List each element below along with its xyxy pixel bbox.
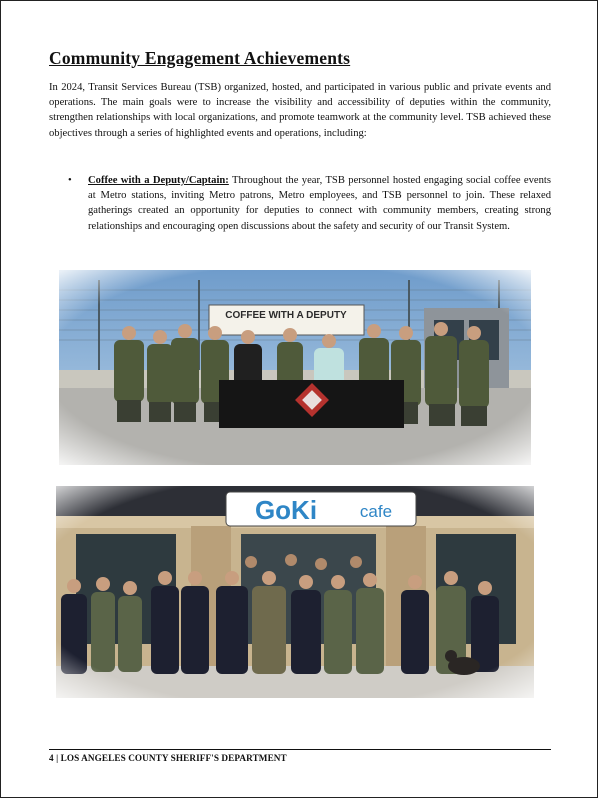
highlight-list — [66, 173, 551, 234]
page-footer: 4 | LOS ANGELES COUNTY SHERIFF'S DEPARTMENT — [49, 753, 287, 763]
coffee-event-photo — [59, 270, 531, 465]
section-heading: Community Engagement Achievements — [49, 48, 351, 68]
goki-cafe-illustration — [56, 486, 534, 698]
intro-paragraph: In 2024, Transit Services Bureau (TSB) organized, hosted, and participated in various public and private events and operations. The main goals were to increase the visibility and accessibility of deputies within the community, strengthen relationships with local organizations, and promote teamwork at the community level. TSB achieved these objectives through a series of highlighted events and operations, including: — [49, 82, 551, 139]
bullet-marker: • — [68, 175, 72, 186]
goki-cafe-photo — [56, 486, 534, 698]
bullet-text: Throughout the year, TSB personnel hosted engaging social coffee events at Metro stations, inviting Metro patrons, Metro employees, and TSB personnel to join. These relaxed gatherings created an opportunity for deputies to connect with community members, creating strong relationships and encouraging open discussions about the safety and security of our Transit System. — [88, 175, 551, 232]
footer-rule — [49, 749, 551, 750]
coffee-event-illustration — [59, 270, 531, 465]
list-item — [66, 173, 551, 234]
bullet-title: Coffee with a Deputy/Captain: — [88, 175, 229, 186]
